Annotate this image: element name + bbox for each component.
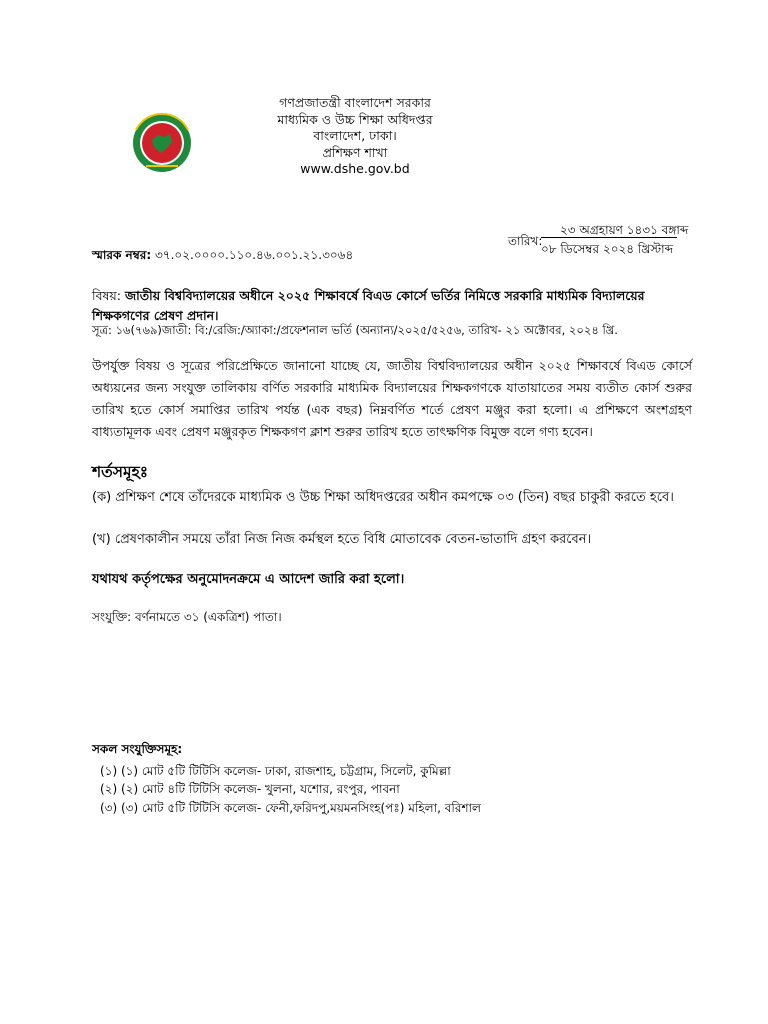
memo-number: ৩৭.০২.০০০০.১১০.৪৬.০০১.২১.৩০৬৪ bbox=[155, 248, 354, 262]
header-website: www.dshe.gov.bd bbox=[300, 161, 410, 176]
memo-number-line bbox=[92, 247, 353, 267]
attachments-title: সকল সংযুক্তিসমূহ: bbox=[92, 742, 183, 756]
date-divider bbox=[541, 237, 677, 238]
condition-item-kha: (খ) প্রেষণকালীন সময়ে তাঁরা নিজ নিজ কর্মস্থল হতে বিধি মোতাবেক বেতন-ভাতাদি গ্রহণ করবেন। bbox=[92, 532, 592, 547]
attachment-item: (১) (১) মোট ৫টি টিটিসি কলেজ- ঢাকা, রাজশাহ, চট্টগ্রাম, সিলেট, কুমিল্লা bbox=[100, 764, 451, 778]
conditions-title: শর্তসমূহঃ bbox=[92, 463, 149, 481]
enclosure-note: সংযুক্তি: বর্ণনামতে ৩১ (একত্রিশ) পাতা। bbox=[92, 610, 282, 624]
attachment-item: (২) (২) মোট ৪টি টিটিসি কলেজ- খুলনা, যশোর, রংপুর, পাবনা bbox=[100, 782, 400, 796]
letterhead bbox=[250, 95, 460, 178]
subject-text: জাতীয় বিশ্ববিদ্যালয়ের অধীনে ২০২৫ শিক্ষাবর্ষে বিএড কোর্সে ভর্তির নিমিত্তে সরকারি মাধ্যমিক বিদ্যালয়ের শিক্ষকগণের প্রেষণ প্রদান। bbox=[92, 288, 645, 323]
memo-label: স্মারক নম্বর: bbox=[92, 248, 152, 262]
header-directorate: মাধ্যমিক ও উচ্চ শিক্ষা অধিদপ্তর bbox=[277, 111, 433, 127]
attachment-item: (৩) (৩) মোট ৫টি টিটিসি কলেজ- ফেনী,ফরিদপু,ময়মনসিংহ(পঃ) মহিলা, বরিশাল bbox=[100, 801, 481, 815]
body-paragraph: উপর্যুক্ত বিষয় ও সূত্রের পরিপ্রেক্ষিতে জানানো যাচ্ছে যে, জাতীয় বিশ্ববিদ্যালয়ের অধীন ২০২৫ শিক্ষাবর্ষে বিএড কোর্সে অধ্যয়নের জন্য সংযুক্ত তালিকায় বর্ণিত সরকারি মাধ্যমিক বিদ্যালয়ের শিক্ষকগণকে যাতায়াতের সময় ব্যতীত কোর্স শুরুর তারিখ হতে কোর্স সমাপ্তির তারিখ পর্যন্ত (এক বছর) নিম্নবর্ণিত শর্তে প্রেষণ মঞ্জুর করা হলো। এ প্রশিক্ষণে অংশগ্রহণ বাধ্যতামূলক এবং প্রেষণ মঞ্জুরকৃত শিক্ষকগণ ক্লাশ শুরুর তারিখ হতে তাৎক্ষণিক বিমুক্ত বলে গণ্য হবেন। bbox=[92, 358, 692, 439]
condition-item-ka: (ক) প্রশিক্ষণ শেষে তাঁদেরকে মাধ্যমিক ও উচ্চ শিক্ষা অধিদপ্তরের অধীন কমপক্ষে ০৩ (তিন) বছর চাকুরী করতে হবে। bbox=[92, 490, 674, 505]
header-branch: প্রশিক্ষণ শাখা bbox=[322, 144, 388, 160]
government-seal-logo bbox=[126, 112, 198, 174]
reference-line: সূত্র: ১৬(৭৬৯)জাতী: বি:/রেজি:/অ্যাকা:/প্রফেশনাল ভর্তি (অন্যান্য/২০২৫/৫২৫৬, তারিখ- ২১ অক্টোবর, ২০২৪ খ্রি. bbox=[92, 323, 618, 337]
subject-label: বিষয়: bbox=[92, 288, 122, 303]
header-government: গণপ্রজাতন্ত্রী বাংলাদেশ সরকার bbox=[279, 95, 431, 110]
date-bangla: ২৩ অগ্রহায়ণ ১৪৩১ বঙ্গাব্দ bbox=[560, 223, 689, 237]
header-location: বাংলাদেশ, ঢাকা। bbox=[313, 128, 397, 143]
subject-line bbox=[92, 286, 692, 326]
date-gregorian: ০৮ ডিসেম্বর ২০২৪ খ্রিস্টাব্দ bbox=[541, 242, 674, 256]
order-statement: যথাযথ কর্তৃপক্ষের অনুমোদনক্রমে এ আদেশ জারি করা হলো। bbox=[92, 572, 405, 587]
date-label: তারিখ: bbox=[508, 234, 543, 248]
